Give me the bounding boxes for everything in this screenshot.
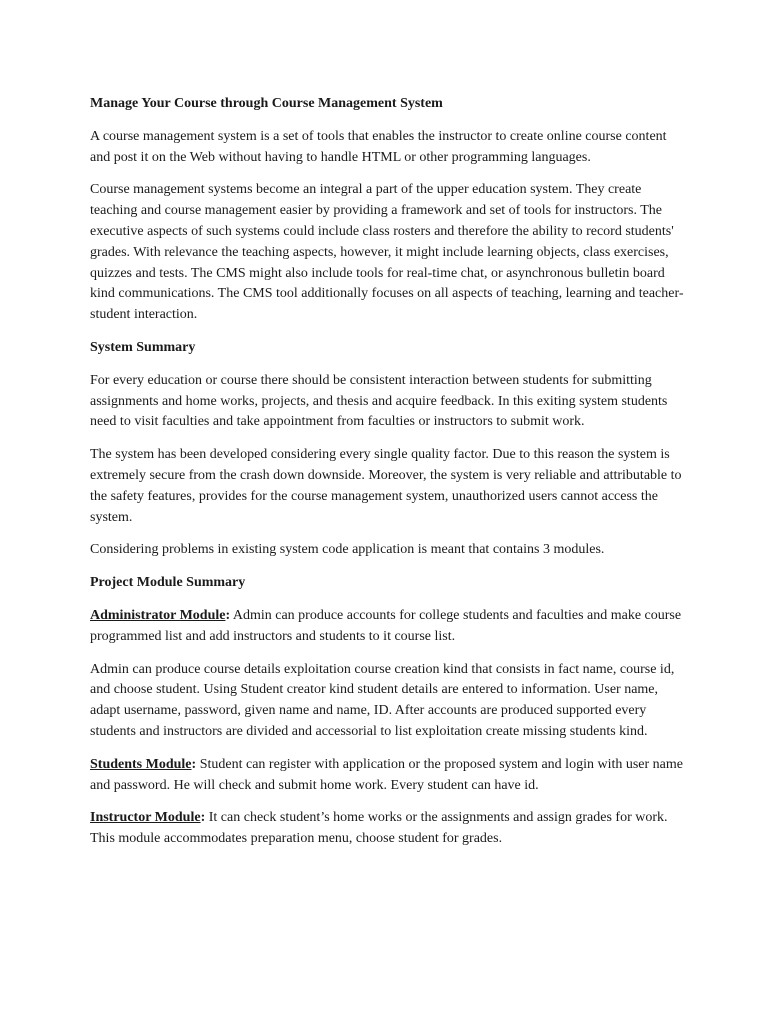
system-summary-paragraph-1: For every education or course there should be consistent interaction between students for submitting assignments and home works, projects, and thesis and acquire feedback. In this exiting system students need to visit faculties and take appointment from faculties or instructors to submit work. — [90, 372, 668, 430]
project-module-summary-heading: Project Module Summary — [90, 575, 246, 591]
document-page — [90, 94, 690, 862]
system-summary-heading: System Summary — [90, 339, 196, 355]
instructor-module-text: It can check student’s home works or the assignments and assign grades for work. This module accommodates preparation menu, choose student for grades. — [90, 810, 668, 847]
system-summary-paragraph-3: Considering problems in existing system code application is meant that contains 3 modules. — [90, 542, 605, 558]
administrator-module-title: Administrator Module — [90, 607, 226, 623]
document-title: Manage Your Course through Course Management System — [90, 96, 443, 111]
students-module-text: Student can register with application or the proposed system and login with user name and password. He will check and submit home work. Every student can have id. — [90, 756, 683, 793]
administrator-module-text: Admin can produce accounts for college students and faculties and make course programmed list and add instructors and students to it course list. — [90, 607, 682, 644]
instructor-module-title: Instructor Module — [90, 810, 201, 826]
students-module-paragraph — [90, 755, 690, 797]
administrator-module-paragraph — [90, 606, 690, 648]
instructor-module-colon: : — [200, 810, 206, 826]
intro-paragraph-1: A course management system is a set of tools that enables the instructor to create online course content and post it on the Web without having to handle HTML or other programming languages. — [90, 128, 667, 165]
instructor-module-paragraph — [90, 808, 690, 850]
administrator-module-detail-paragraph: Admin can produce course details exploitation course creation kind that consists in fact name, course id, and choose student. Using Student creator kind student details are entered to information. User name, adapt username, password, given name and name, ID. After accounts are produced supported every students and instructors are divided and accessorial to list exploitation create missing students kind. — [90, 661, 675, 739]
students-module-colon: : — [191, 756, 197, 772]
intro-paragraph-2: Course management systems become an integral a part of the upper education system. They create teaching and course management easier by providing a framework and set of tools for instructors. The executive aspects of such systems could include class rosters and therefore the ability to record students' grades. With relevance the teaching aspects, however, it might include learning objects, class exercises, quizzes and tests. The CMS might also include tools for real-time chat, or asynchronous bulletin board kind communications. The CMS tool additionally focuses on all aspects of teaching, learning and teacher-student interaction. — [90, 182, 684, 323]
system-summary-paragraph-2: The system has been developed considering every single quality factor. Due to this reason the system is extremely secure from the crash down downside. Moreover, the system is very reliable and attributable to the safety features, provides for the course management system, unauthorized users cannot access the system. — [90, 447, 682, 525]
students-module-title: Students Module — [90, 756, 192, 772]
administrator-module-colon: : — [225, 607, 231, 623]
